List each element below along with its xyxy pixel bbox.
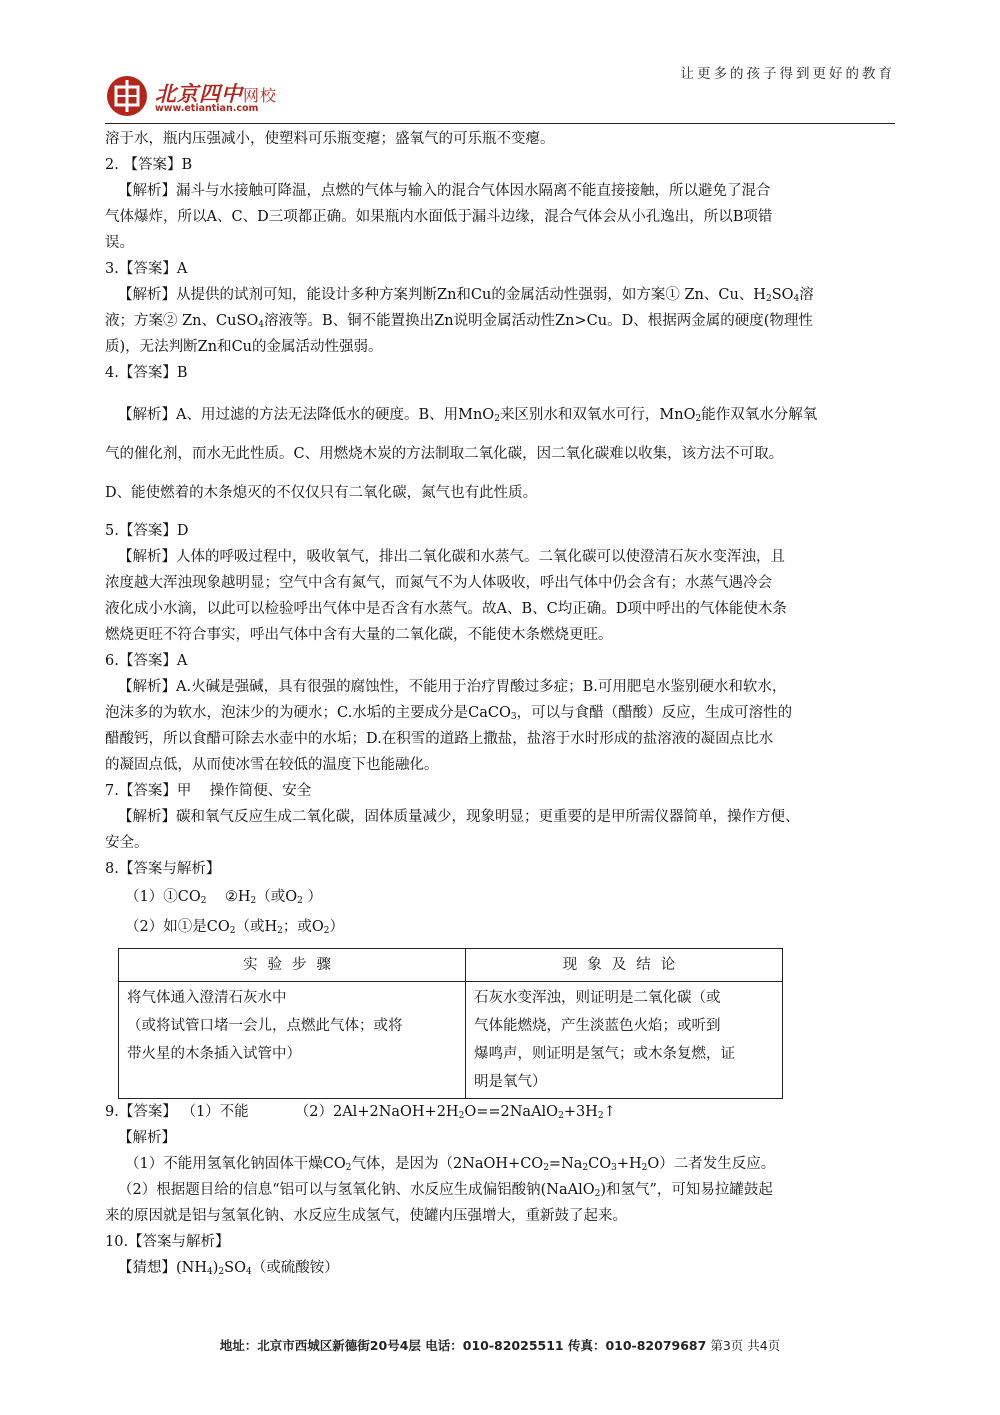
text-line: 气体爆炸，所以A、C、D三项都正确。如果瓶内水面低于漏斗边缘，混合气体会从小孔逸出，所以B项错: [105, 209, 773, 225]
text-line: （2）根据题目给的信息“铝可以与氢氧化钠、水反应生成偏铝酸钠(NaAlO$_2$)和氢气”，可知易拉罐鼓起: [118, 1182, 773, 1199]
slogan: 让更多的孩子得到更好的教育: [680, 66, 895, 82]
brand-text: 北京四中: [155, 82, 243, 106]
table-cell: [119, 982, 466, 1099]
text-line: 【解析】碳和氧气反应生成二氧化碳，固体质量减少，现象明显；更重要的是甲所需仪器简单，操作方便、: [118, 809, 800, 825]
table-row: [119, 982, 783, 1099]
brand-suffix: 网校: [243, 86, 278, 105]
text-line: 质)，无法判断Zn和Cu的金属活动性强弱。: [105, 339, 383, 355]
answer-heading: 5.【答案】D: [105, 523, 189, 539]
text-line: 【解析】漏斗与水接触可降温，点燃的气体与输入的混合气体因水隔离不能直接接触，所以避免了混合: [118, 183, 771, 199]
text-line: 的凝固点低，从而使冰雪在较低的温度下也能融化。: [105, 757, 439, 773]
logo-icon: [105, 74, 149, 118]
cell-line: 石灰水变浑浊，则证明是二氧化碳（或: [474, 990, 721, 1006]
text-line: D、能使燃着的木条熄灭的不仅仅只有二氧化碳，氮气也有此性质。: [105, 485, 538, 501]
page-number: 第3页 共4页: [710, 1338, 781, 1353]
document-body: [105, 126, 900, 1281]
text-line: 误。: [105, 235, 134, 251]
cell-line: （或将试管口堵一会儿，点燃此气体；或将: [127, 1018, 403, 1034]
text-line: 【猜想】$(NH_4)_2SO_4$（或硫酸铵）: [118, 1260, 339, 1277]
text-line: 液化成小水滴，以此可以检验呼出气体中是否含有水蒸气。故A、B、C均正确。D项中呼出的气体能使木条: [105, 601, 787, 617]
cell-line: 将气体通入澄清石灰水中: [127, 990, 287, 1006]
text-line: 安全。: [105, 835, 149, 851]
text-line: 液；方案② Zn、CuSO$_4$溶液等。B、铜不能置换出Zn说明金属活动性Zn>Cu。D、根据两金属的硬度(物理性: [105, 313, 813, 330]
text-line: 燃烧更旺不符合事实，呼出气体中含有大量的二氧化碳，不能使木条燃烧更旺。: [105, 627, 613, 643]
text-line: $(1)①CO_2$ $②H_2$（或$O_2$ ）: [125, 889, 323, 906]
text-line: 【解析】人体的呼吸过程中，吸收氧气，排出二氧化碳和水蒸气。二氧化碳可以使澄清石灰水变浑浊，且: [118, 549, 785, 565]
table-cell: [466, 982, 783, 1099]
text-line: 【解析】从提供的试剂可知，能设计多种方案判断Zn和Cu的金属活动性强弱，如方案① Zn、Cu、$H_2SO_4$溶: [118, 287, 814, 304]
text-line: 【解析】A.火碱是强碱，具有很强的腐蚀性，不能用于治疗胃酸过多症；B.可用肥皂水鉴别硬水和软水，: [118, 679, 787, 695]
page-footer: [0, 1336, 1000, 1354]
footer-address: 地址：北京市西城区新德街20号4层 电话：010-82025511 传真：010-82079687: [219, 1338, 707, 1353]
answer-heading: 8.【答案与解析】: [105, 861, 221, 877]
experiment-table: [118, 948, 783, 1099]
table-header-row: [119, 949, 783, 982]
text-line: 气的催化剂，而水无此性质。C、用燃烧木炭的方法制取二氧化碳，因二氧化碳难以收集，该方法不可取。: [105, 446, 784, 462]
text-line: 来的原因就是铝与氢氧化钠、水反应生成氢气，使罐内压强增大，重新鼓了起来。: [105, 1208, 627, 1224]
cell-line: 带火星的木条插入试管中）: [127, 1046, 301, 1062]
column-header: 实验步骤: [119, 949, 466, 982]
text-line: （1）不能用氢氧化钠固体干燥$CO_2$气体，是因为$(2NaOH+CO_2=Na_2CO_3+H_2O)$二者发生反应。: [125, 1156, 776, 1173]
cell-line: 气体能燃烧，产生淡蓝色火焰；或听到: [474, 1018, 721, 1034]
answer-heading: 7.【答案】甲 操作简便、安全: [105, 783, 312, 799]
text-line: 醋酸钙，所以食醋可除去水壶中的水垢；D.在积雪的道路上撒盐，盐溶于水时形成的盐溶液的凝固点比水: [105, 731, 774, 747]
website-url: www.etiantian.com: [155, 103, 259, 114]
answer-heading: 2. 【答案】B: [105, 157, 193, 173]
text-line: （2）如①是$CO_2$（或$H_2$；或$O_2$）: [125, 919, 344, 936]
answer-heading: 3.【答案】A: [105, 261, 188, 277]
answer-heading: 4.【答案】B: [105, 365, 188, 381]
answer-heading: 10.【答案与解析】: [105, 1234, 230, 1250]
answer-heading: 6.【答案】A: [105, 653, 188, 669]
cell-line: 爆鸣声，则证明是氢气；或木条复燃，证: [474, 1046, 735, 1062]
text-line: 【解析】A、用过滤的方法无法降低水的硬度。B、用MnO$_2$来区别水和双氧水可行，MnO$_2$能作双氧水分解氧: [118, 407, 818, 424]
page-header: [105, 56, 895, 122]
text-line: 浓度越大浑浊现象越明显；空气中含有氮气，而氮气不为人体吸收，呼出气体中仍会含有；水蒸气遇冷会: [105, 575, 772, 591]
text-line: 泡沫多的为软水，泡沫少的为硬水；C.水垢的主要成分是CaCO$_3$，可以与食醋（醋酸）反应，生成可溶性的: [105, 705, 793, 722]
text-line: 溶于水，瓶内压强减小，使塑料可乐瓶变瘪；盛氧气的可乐瓶不变瘪。: [105, 131, 555, 147]
answer-heading: 9.【答案】 （1）不能 $(2)2Al+2NaOH+2H_2O==2NaAlO_2+3H_2↑$: [105, 1104, 616, 1121]
text-line: 【解析】: [118, 1130, 176, 1146]
header-divider: [105, 123, 895, 124]
column-header: 现象及结论: [466, 949, 783, 982]
cell-line: 明是氧气）: [474, 1074, 547, 1090]
